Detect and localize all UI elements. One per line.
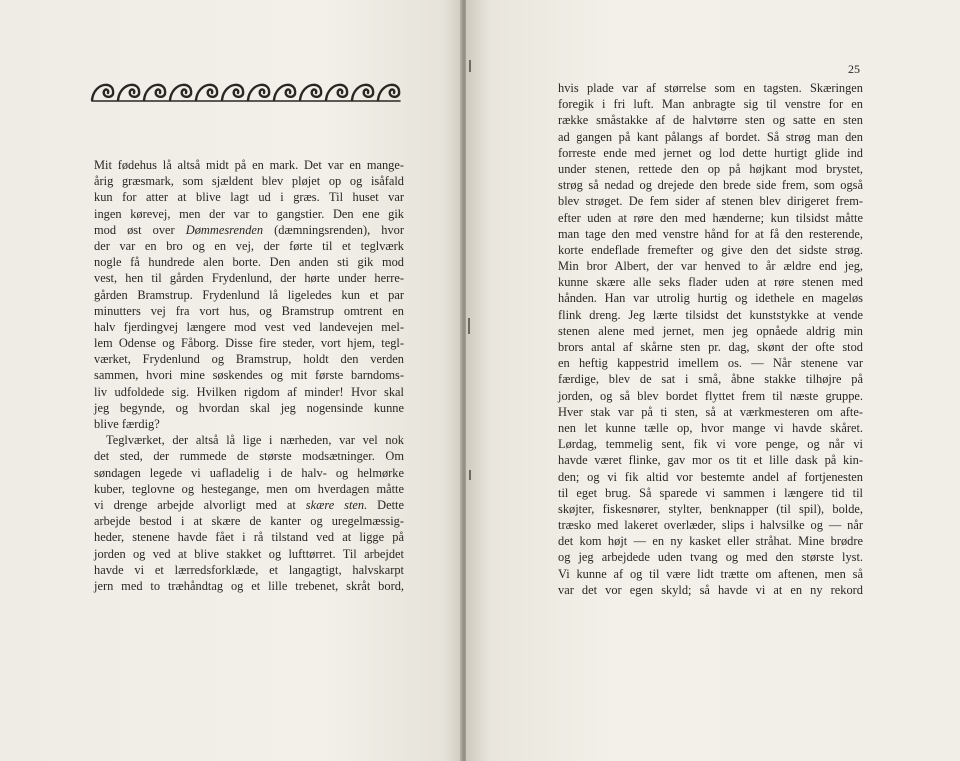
right-page <box>466 0 960 761</box>
text-line: færdige, blev de sat i små, åbne stakke tilhøjre på <box>558 372 863 387</box>
text-line: havde været flinke, gav mor os tit et lille dask på kin- <box>558 453 863 468</box>
text-line <box>94 497 404 513</box>
text-line: ingen kørevej, men der var to gangstier. Den ene gik <box>94 206 404 221</box>
text-line: Lørdag, temmelig sent, fik vi vore penge, og når vi <box>558 437 863 452</box>
text-line: nogle få hundrede alen borte. Den anden sti gik mod <box>94 255 404 270</box>
text-line: jeg begynde, og hvordan skal jeg nogensinde kunne <box>94 400 404 415</box>
text-line: det sted, der rummede de største modsætninger. Om <box>94 449 404 464</box>
text-line: blive færdig? <box>94 417 160 431</box>
text-line <box>94 222 404 238</box>
text-line: liv udfoldede sig. Hvilken rigdom af minder! Hvor skal <box>94 384 404 399</box>
text-line-part: vi drenge arbejde alvorligt med at <box>94 497 306 512</box>
text-line: der var en bro og en vej, der førte til et teglværk <box>94 238 404 253</box>
text-line: hånden. Han var utrolig hurtig og idethele en mageløs <box>558 291 863 306</box>
text-line: Hver stak var på ti sten, så at værkmesteren om afte- <box>558 404 863 419</box>
text-line: brors antal af skårne sten pr. dag, skønt der ofte stod <box>558 340 863 354</box>
text-line: Min bror Albert, der var henved to år ældre end jeg, <box>558 259 863 274</box>
text-line: strøg så nedad og drejede den brede side frem, som også <box>558 178 863 193</box>
text-line: gården Bramstrup. Frydenlund lå ligeledes kun et par <box>94 287 404 302</box>
text-line: kun for atter at blive lagt ud i græs. Til huset var <box>94 190 404 205</box>
text-line: Mit fødehus lå altså midt på en mark. Det var en mange- <box>94 158 404 172</box>
text-line: forreste ende med jernet og lod dette hurtigt glide ind <box>558 145 863 160</box>
text-line: til eget brug. Så sparede vi sammen i længere tid til <box>558 485 863 500</box>
text-line: heder, stenene havde fået i rå tilstand ved at ligge på <box>94 530 404 545</box>
text-line: havde vi et lærredsforklæde, et langagtigt, halvskarpt <box>94 562 404 577</box>
text-line: og jeg arbejdede uden tvang og med den største lyst. <box>558 550 863 565</box>
text-line: træsko med lakeret overlæder, slips i halvsilke og — når <box>558 518 863 533</box>
text-line: ad gangen på kant pålangs af bordet. Så strøg man den <box>558 129 863 144</box>
ornament-spiral <box>274 85 295 100</box>
text-line-part: Dette <box>367 497 404 512</box>
text-line: var det vor egen skyld; så havde vi at en ny rekord <box>558 582 863 597</box>
text-line: jorden, og så blev bordet flyttet frem til næste gruppe. <box>558 388 863 403</box>
text-line-part: mod øst over <box>94 222 186 237</box>
ornament-spiral <box>118 85 139 100</box>
text-line: jorden og ved at blive stakket og lufttørret. Til arbejdet <box>94 546 404 561</box>
text-line: skøjter, fiskesnører, stylter, benknapper (til spil), bolde, <box>558 501 863 516</box>
ornament-spiral <box>222 85 243 100</box>
italic-term: skære sten. <box>305 497 368 512</box>
margin-mark <box>469 60 471 72</box>
text-line: korte endeflade fremefter og give den det sidste strøg. <box>558 242 863 257</box>
text-line: årig græsmark, som sjældent blev pløjet op og isåfald <box>94 174 404 189</box>
ornament-spiral <box>196 85 217 100</box>
text-line: den; og vi fik altid vor bestemte andel af fortjenesten <box>558 469 863 484</box>
ornament-spiral <box>352 85 373 100</box>
wave-scroll-ornament <box>88 76 406 106</box>
ornament-spiral <box>326 85 347 100</box>
text-line: flink dreng. Jeg lærte tilsidst det kunststykke at vende <box>558 307 863 322</box>
text-line: række småstakke af de halvtørre sten og satte en sten <box>558 113 863 128</box>
text-line: foregik i fri luft. Man anbragte sig til venstre for en <box>558 97 863 112</box>
ornament-spiral <box>92 85 113 100</box>
text-line: hvis plade var af størrelse som en tagsten. Skæringen <box>558 81 863 95</box>
text-line: lem Odense og Fåborg. Disse fire steder, vort hjem, tegl- <box>94 336 404 351</box>
text-line: minutters vej fra vort hus, og Bramstrup omtrent en <box>94 303 404 318</box>
text-line: nen let kunne tælle op, hvor mange vi havde skåret. <box>558 420 863 435</box>
page-number: 25 <box>848 62 860 76</box>
text-line: man tage den med venstre hånd for at få den resterende, <box>558 226 863 241</box>
ornament-spiral <box>170 85 191 100</box>
text-line: efter uden at røre den med hænderne; kun tilsidst måtte <box>558 210 863 225</box>
text-line: Vi kunne af og til være lidt trætte om aftenen, men så <box>558 566 863 581</box>
ornament-spiral <box>248 85 269 100</box>
text-line: værket, Frydenlund og Bramstrup, holdt den verden <box>94 352 404 367</box>
margin-mark <box>468 318 470 334</box>
ornament-spiral <box>144 85 165 100</box>
text-line: under stenen, rettede den op på højkant mod brystet, <box>558 161 863 176</box>
left-page-text <box>94 157 404 594</box>
text-line: stenen alene med jernet, men jeg opnåede aldrig min <box>558 323 863 338</box>
left-page <box>0 0 462 761</box>
ornament-spiral <box>300 85 321 100</box>
text-line: halv fjerdingvej længere mod vest ved landevejen mel- <box>94 319 404 334</box>
text-line: kuber, teglovne og hestegange, men om hverdagen måtte <box>94 481 404 496</box>
text-line: kunne skære alle seks flader uden at røre stenen med <box>558 275 863 290</box>
right-page-text <box>558 80 863 598</box>
text-line: vest, hen til gården Frydenlund, der hørte under herre- <box>94 271 404 286</box>
text-line: jern med to træhåndtag og et lille trebenet, skråt bord, <box>94 578 404 593</box>
text-line: blev strøget. De fem sider af stenen blev dirigeret frem- <box>558 194 863 209</box>
text-line: Teglværket, der altså lå lige i nærheden, var vel nok <box>106 433 404 448</box>
italic-term: Dømmesrenden <box>185 222 264 237</box>
text-line: en heftig kappestrid imellem os. — Når stenene var <box>558 356 863 371</box>
text-line-part: (dæmningsrenden), hvor <box>263 222 404 237</box>
text-line: det kom højt — en ny kasket eller stråhat. Mine brødre <box>558 534 863 549</box>
margin-mark <box>469 470 471 480</box>
text-line: sammen, hvori mine søskendes og mit første barndoms- <box>94 368 404 383</box>
text-line: søndagen legede vi uafladelig i de halv- og helmørke <box>94 465 404 480</box>
text-line: arbejde bestod i at skære de kanter og uregelmæssig- <box>94 514 404 529</box>
ornament-spiral <box>378 85 399 100</box>
